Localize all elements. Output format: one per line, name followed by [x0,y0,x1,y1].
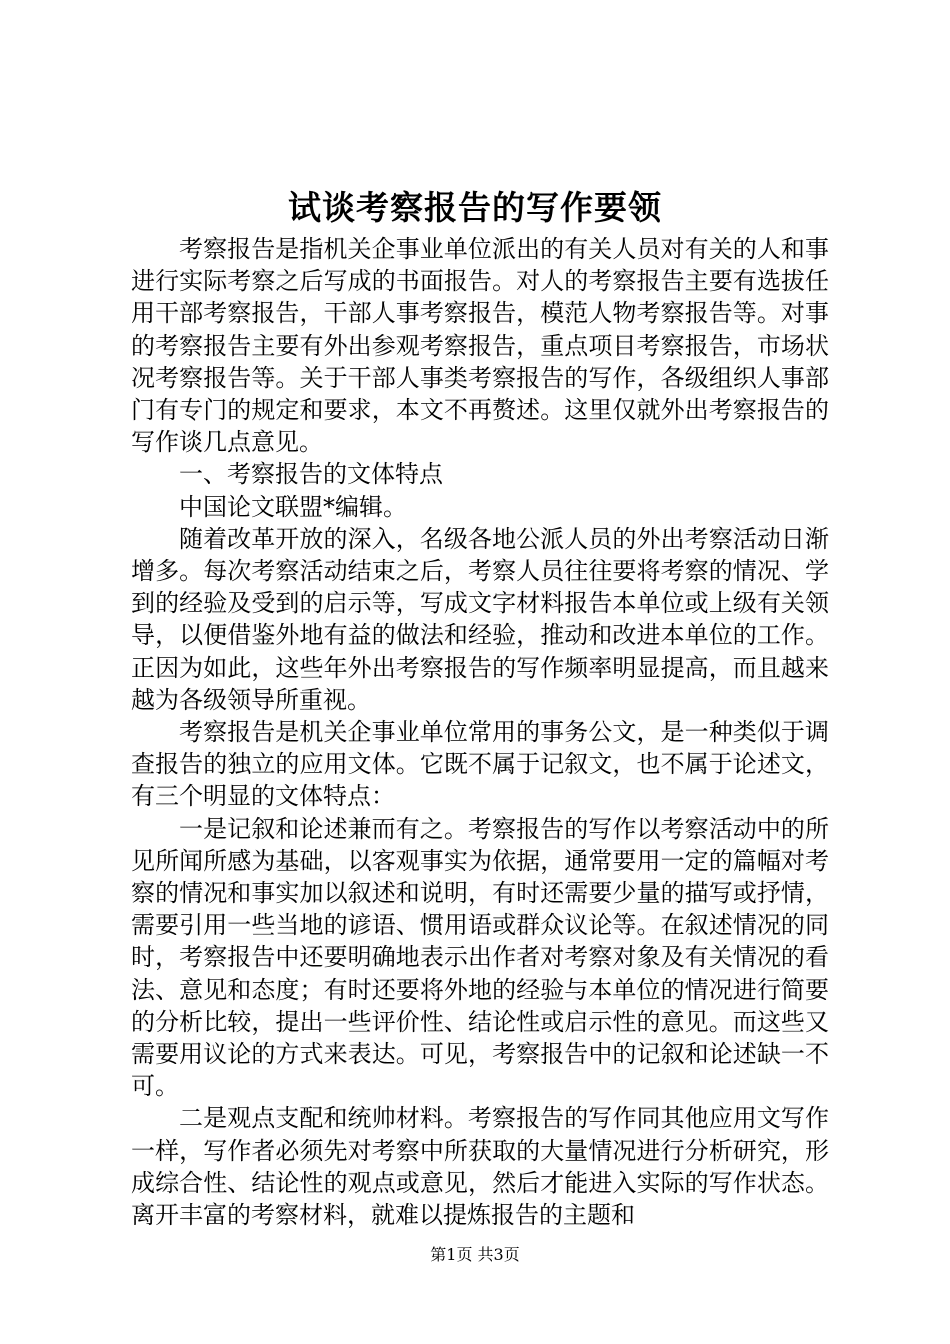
paragraph-feature-one: 一是记叙和论述兼而有之。考察报告的写作以考察活动中的所见所闻所感为基础，以客观事实为依据，通常要用一定的篇幅对考察的情况和事实加以叙述和说明，有时还需要少量的描写或抒情，需要引用一些当地的谚语、惯用语或群众议论等。在叙述情况的同时，考察报告中还要明确地表示出作者对考察对象及有关情况的看法、意见和态度；有时还要将外地的经验与本单位的情况进行简要的分析比较，提出一些评价性、结论性或启示性的意见。而这些又需要用议论的方式来表达。可见，考察报告中的记叙和论述缺一不可。 [131,814,829,1101]
section-heading: 一、考察报告的文体特点 [179,460,443,489]
document-body [131,233,829,1231]
paragraph-definition: 考察报告是机关企事业单位常用的事务公文，是一种类似于调查报告的独立的应用文体。它既不属于记叙文，也不属于论述文，有三个明显的文体特点： [131,718,829,811]
paragraph-background: 随着改革开放的深入，名级各地公派人员的外出考察活动日渐增多。每次考察活动结束之后，考察人员往往要将考察的情况、学到的经验及受到的启示等，写成文字材料报告本单位或上级有关领导，以便借鉴外地有益的做法和经验，推动和改进本单位的工作。正因为如此，这些年外出考察报告的写作频率明显提高，而且越来越为各级领导所重视。 [131,524,829,714]
paragraph-intro: 考察报告是指机关企事业单位派出的有关人员对有关的人和事进行实际考察之后写成的书面报告。对人的考察报告主要有选拔任用干部考察报告，干部人事考察报告，模范人物考察报告等。对事的考察报告主要有外出参观考察报告，重点项目考察报告，市场状况考察报告等。关于干部人事类考察报告的写作，各级组织人事部门有专门的规定和要求，本文不再赘述。这里仅就外出考察报告的写作谈几点意见。 [131,235,829,457]
page-number: 第1页 共3页 [430,1245,520,1264]
document-title: 试谈考察报告的写作要领 [288,188,662,227]
paragraph-source-note: 中国论文联盟*编辑。 [179,492,407,521]
paragraph-feature-two: 二是观点支配和统帅材料。考察报告的写作同其他应用文写作一样，写作者必须先对考察中所获取的大量情况进行分析研究，形成综合性、结论性的观点或意见，然后才能进入实际的写作状态。离开丰富的考察材料，就难以提炼报告的主题和 [131,1104,829,1230]
